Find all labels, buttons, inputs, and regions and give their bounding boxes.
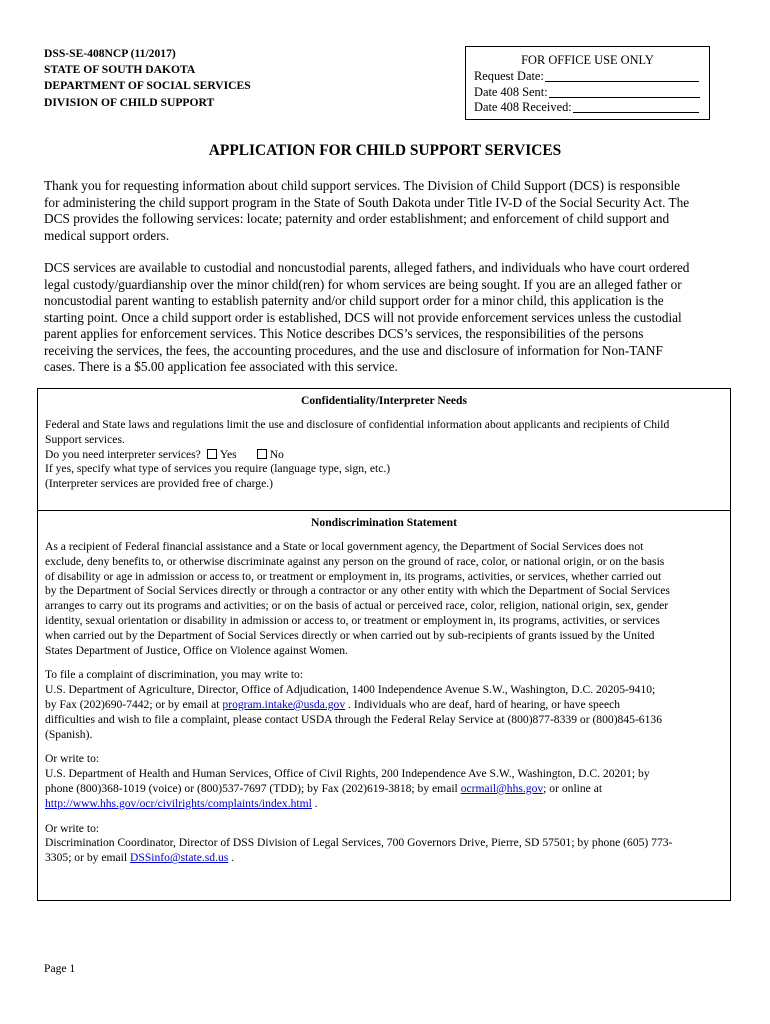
office-use-box xyxy=(465,46,710,120)
no-checkbox[interactable] xyxy=(257,449,267,459)
confidentiality-title: Confidentiality/Interpreter Needs xyxy=(300,394,468,407)
intro-paragraph-1 xyxy=(44,178,734,244)
division-name: DIVISION OF CHILD SUPPORT xyxy=(44,95,215,109)
dss-email-link[interactable]: DSSinfo@state.sd.us xyxy=(130,851,229,865)
text-line: U.S. Department of Health and Human Services, Office of Civil Rights, 200 Independence Ave S.W., Washington, D.C. 20201; by xyxy=(45,767,650,781)
yes-label: Yes xyxy=(219,447,237,461)
request-date-field[interactable] xyxy=(545,69,699,82)
request-date-label: Request Date: xyxy=(474,69,544,84)
text-span: . xyxy=(311,796,318,810)
date-sent-field[interactable] xyxy=(549,85,700,98)
text-line: legal custody/guardianship over the minor child(ren) for whom services are being sought. If you are an alleged father or xyxy=(44,276,682,292)
text-span: . xyxy=(228,851,235,865)
text-line: of disability or age in admission or access to, or treatment or employment in, its programs, activities, or services, whether carried out xyxy=(45,569,662,583)
text-line: (Spanish). xyxy=(45,727,93,741)
text-line: noncustodial parent wanting to establish paternity and/or child support order for a minor child, this application is the xyxy=(44,293,664,308)
text-line: Support services. xyxy=(45,432,125,446)
text-line: To file a complaint of discrimination, you may write to: xyxy=(45,668,304,682)
text-line: cases. There is a $5.00 application fee associated with this service. xyxy=(44,359,398,374)
text-line: States Department of Justice, Office on Violence against Women. xyxy=(45,643,348,657)
text-span: by Fax (202)690-7442; or by email at xyxy=(45,697,223,711)
text-line: If yes, specify what type of services you require (language type, sign, etc.) xyxy=(45,462,391,476)
text-span: 3305; or by email xyxy=(45,851,131,865)
intro-paragraph-2 xyxy=(44,260,734,376)
text-line: (Interpreter services are provided free of charge.) xyxy=(45,477,273,491)
text-line: Or write to: xyxy=(45,752,100,766)
text-line xyxy=(45,851,730,866)
text-line: parent applies for enforcement services. This Notice describes DCS’s services, the responsibilities of the persons xyxy=(44,326,644,341)
yes-checkbox[interactable] xyxy=(207,449,217,459)
text-line xyxy=(45,698,730,713)
text-line: arranges to carry out its programs and activities; or on the basis of actual or perceived race, color, religion, national origin, sex, gender xyxy=(45,599,669,613)
text-line: receiving the services, the fees, the accounting procedures, and the use and disclosure of information for Non-TANF xyxy=(44,342,663,358)
interpreter-question-row xyxy=(45,448,730,463)
date-sent-label: Date 408 Sent: xyxy=(474,84,548,99)
page-number: Page 1 xyxy=(44,962,76,975)
text-line: by the Department of Social Services directly or through a contractor or any other entity with which the Department of Social Services xyxy=(45,584,670,598)
text-line: U.S. Department of Agriculture, Director, Office of Adjudication, 1400 Independence Avenue S.W., Washington, D.C. 20205-9410; xyxy=(45,683,656,697)
usda-email-link[interactable]: program.intake@usda.gov xyxy=(222,697,346,711)
text-line: identity, sexual orientation or disability in admission or access to, or treatment or employment in, its programs, activities, or services xyxy=(45,613,660,627)
text-line: starting point. Once a child support order is established, DCS will not provide enforcement services unless the custodial xyxy=(44,309,682,325)
date-received-label: Date 408 Received: xyxy=(474,100,572,115)
nondiscrimination-title: Nondiscrimination Statement xyxy=(311,516,457,529)
department-name: DEPARTMENT OF SOCIAL SERVICES xyxy=(44,79,251,93)
text-line: Thank you for requesting information about child support services. The Division of Child Support (DCS) is responsible xyxy=(44,178,681,193)
text-line: medical support orders. xyxy=(44,227,170,243)
text-line xyxy=(45,797,730,812)
form-header xyxy=(44,46,251,111)
state-name: STATE OF SOUTH DAKOTA xyxy=(44,63,196,77)
text-span: phone (800)368-1019 (voice) or (800)537-7697 (TDD); by Fax (202)619-3818; by email xyxy=(45,781,461,795)
text-line: As a recipient of Federal financial assistance and a State or local government agency, the Department of Social Services does not xyxy=(45,540,644,553)
text-line: for administering the child support program in the State of South Dakota under Title IV-D of the Social Security Act. The xyxy=(44,194,690,210)
text-line: DCS services are available to custodial and noncustodial parents, alleged fathers, and individuals who have court ordered xyxy=(44,260,690,275)
form-id: DSS-SE-408NCP (11/2017) xyxy=(44,47,176,60)
text-line: Federal and State laws and regulations limit the use and disclosure of confidential information about applicants and recipients of Child xyxy=(45,418,670,431)
interpreter-question: Do you need interpreter services? xyxy=(45,447,201,461)
text-line: Discrimination Coordinator, Director of DSS Division of Legal Services, 700 Governors Drive, Pierre, SD 57501; by phone (605) 773- xyxy=(45,836,673,850)
confidentiality-section xyxy=(37,388,731,510)
text-line: difficulties and wish to file a complaint, please contact USDA through the Federal Relay Service at (800)877-8339 or (800)845-6136 xyxy=(45,712,662,726)
text-span: . Individuals who are deaf, hard of hearing, or have speech xyxy=(345,697,621,711)
page-title: APPLICATION FOR CHILD SUPPORT SERVICES xyxy=(208,142,562,159)
text-span: ; or online at xyxy=(543,781,603,795)
no-label: No xyxy=(269,447,284,461)
text-line: DCS provides the following services: locate; paternity and order establishment; and enforcement of child support and xyxy=(44,211,670,226)
hhs-complaint-url-link[interactable]: http://www.hhs.gov/ocr/civilrights/complaints/index.html xyxy=(45,796,312,810)
text-line: Or write to: xyxy=(45,821,100,835)
hhs-email-link[interactable]: ocrmail@hhs.gov xyxy=(460,781,544,795)
text-line: when carried out by the Department of Social Services directly or when carried out by sub-recipients of grants issued by the United xyxy=(45,628,655,642)
text-line: exclude, deny benefits to, or otherwise discriminate against any person on the ground of race, color, or national origin, or on the basis xyxy=(45,554,665,568)
date-received-field[interactable] xyxy=(573,100,699,113)
office-use-title: FOR OFFICE USE ONLY xyxy=(521,53,654,67)
text-line xyxy=(45,782,730,797)
nondiscrimination-section xyxy=(37,510,731,901)
